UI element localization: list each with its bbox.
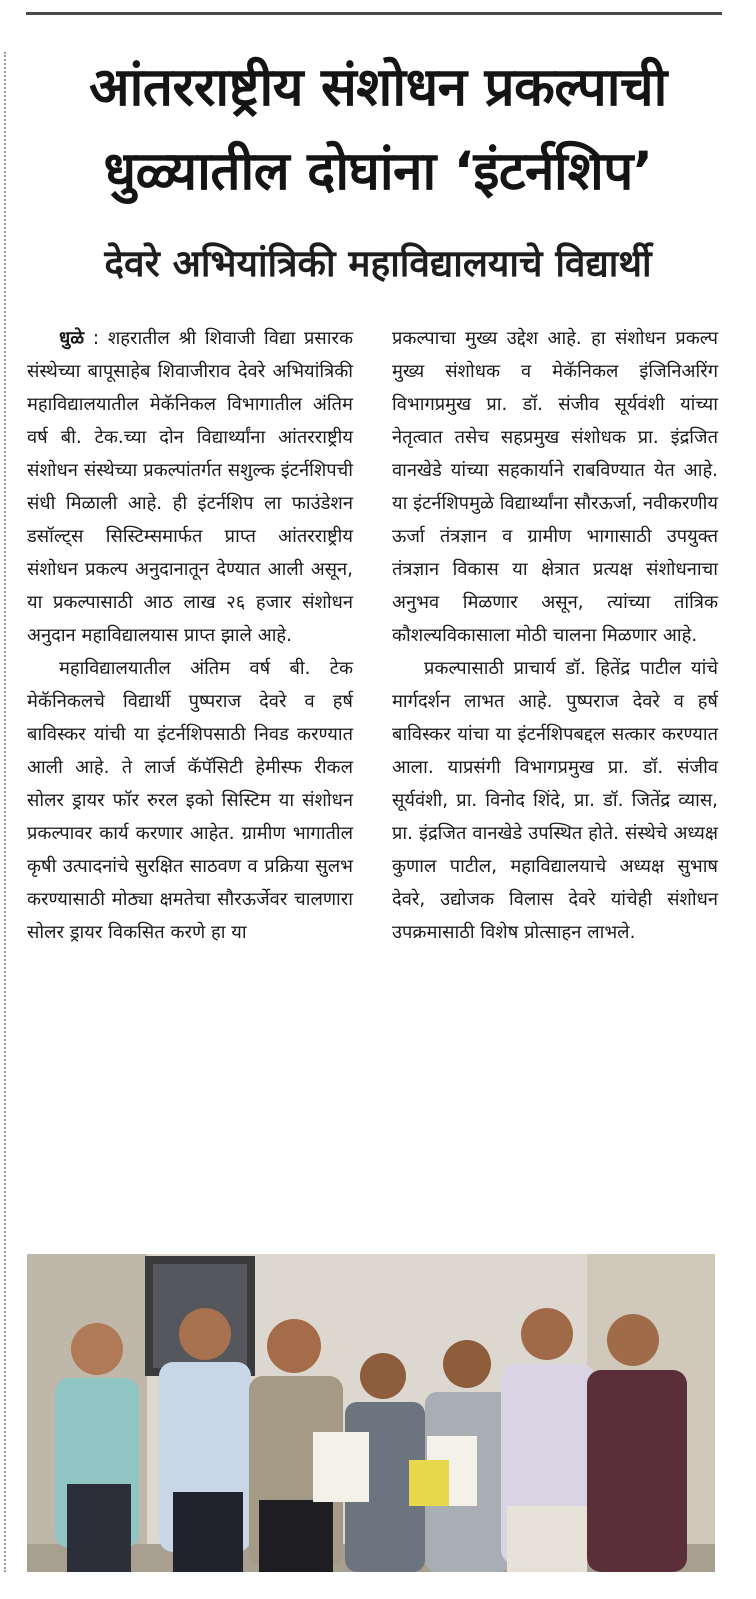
article-paragraph-2: महाविद्यालयातील अंतिम वर्ष बी. टेक मेकॅनिकलचे विद्यार्थी पुष्पराज देवरे व हर्ष बाविस्कर यांची या इंटर्नशिपसाठी निवड करण्यात आली आहे. ते लार्ज कॅपॅसिटी हेमीस्फ रीकल सोलर ड्रायर फॉर रुरल इको सिस्टिम या संशोधन प्रकल्पावर कार्य करणार आहेत. ग्रामीण भागातील कृषी उत्पादनांचे सुरक्षित साठवण व प्रक्रिया सुलभ करण्यासाठी मोठ्या क्षमतेचा सौरऊर्जेवर चालणारा सोलर ड्रायर विकसित करणे हा या xyxy=(27,658,353,943)
article-column-right xyxy=(392,322,718,949)
article-paragraph-4: प्रकल्पासाठी प्राचार्य डॉ. हितेंद्र पाटील यांचे मार्गदर्शन लाभत आहे. पुष्पराज देवरे व हर्ष बाविस्कर यांचा या इंटर्नशिपबद्दल सत्कार करण्यात आला. याप्रसंगी विभागप्रमुख प्रा. डॉ. संजीव सूर्यवंशी, प्रा. विनोद शिंदे, प्रा. डॉ. जितेंद्र व्यास, प्रा. इंद्रजित वानखेडे उपस्थित होते. संस्थेचे अध्यक्ष कुणाल पाटील, महाविद्यालयाचे अध्यक्ष सुभाष देवरे, उद्योजक विलास देवरे यांचेही संशोधन उपक्रमासाठी विशेष प्रोत्साहन लाभले. xyxy=(392,658,718,943)
article-paragraph-3: प्रकल्पाचा मुख्य उद्देश आहे. हा संशोधन प्रकल्प मुख्य संशोधक व मेकॅनिकल इंजिनिअरिंग विभागप्रमुख प्रा. डॉ. संजीव सूर्यवंशी यांच्या नेतृत्वात तसेच सहप्रमुख संशोधक प्रा. इंद्रजित वानखेडे यांच्या सहकार्याने राबविण्यात येत आहे. या इंटर्नशिपमुळे विद्यार्थ्यांना सौरऊर्जा, नवीकरणीय ऊर्जा तंत्रज्ञान व ग्रामीण भागासाठी उपयुक्त तंत्रज्ञान विकास या क्षेत्रात प्रत्यक्ष संशोधनाचा अनुभव मिळणार असून, त्यांच्या तांत्रिक कौशल्यविकासाला मोठी चालना मिळणार आहे. xyxy=(392,328,718,646)
group-photo-icon xyxy=(27,1254,715,1572)
headline-line-1: आंतरराष्ट्रीय संशोधन प्रकल्पाची xyxy=(89,57,667,118)
group-photo xyxy=(27,1254,715,1572)
clipping-border xyxy=(4,52,6,1572)
headline-line-2: धुळ्यातील दोघांना ‘इंटर्नशिप’ xyxy=(103,141,653,202)
top-rule xyxy=(26,12,722,15)
dateline: धुळे xyxy=(59,328,85,349)
article-paragraph-1: धुळे : शहरातील श्री शिवाजी विद्या प्रसारक संस्थेच्या बापूसाहेब शिवाजीराव देवरे अभियांत्रिकी महाविद्यालयातील मेकॅनिकल विभागातील अंतिम वर्ष बी. टेक.च्या दोन विद्यार्थ्यांना आंतरराष्ट्रीय संशोधन संस्थेच्या प्रकल्पांतर्गत सशुल्क इंटर्नशिपची संधी मिळाली आहे. ही इंटर्नशिप ला फाउंडेशन डसॉल्ट्स सिस्टिम्समार्फत प्राप्त आंतरराष्ट्रीय संशोधन प्रकल्प अनुदानातून देण्यात आली असून, या प्रकल्पासाठी आठ लाख २६ हजार संशोधन अनुदान महाविद्यालयास प्राप्त झाले आहे. xyxy=(27,328,353,646)
article-column-left xyxy=(27,322,353,949)
subheadline: देवरे अभियांत्रिकी महाविद्यालयाचे विद्यार्थी xyxy=(104,242,652,285)
paragraph-1-text: शहरातील श्री शिवाजी विद्या प्रसारक संस्थेच्या बापूसाहेब शिवाजीराव देवरे अभियांत्रिकी महाविद्यालयातील मेकॅनिकल विभागातील अंतिम वर्ष बी. टेक.च्या दोन विद्यार्थ्यांना आंतरराष्ट्रीय संशोधन संस्थेच्या प्रकल्पांतर्गत सशुल्क इंटर्नशिपची संधी मिळाली आहे. ही इंटर्नशिप ला फाउंडेशन डसॉल्ट्स सिस्टिम्समार्फत प्राप्त आंतरराष्ट्रीय संशोधन प्रकल्प अनुदानातून देण्यात आली असून, या प्रकल्पासाठी आठ लाख २६ हजार संशोधन अनुदान महाविद्यालयास प्राप्त झाले आहे. xyxy=(27,328,353,646)
